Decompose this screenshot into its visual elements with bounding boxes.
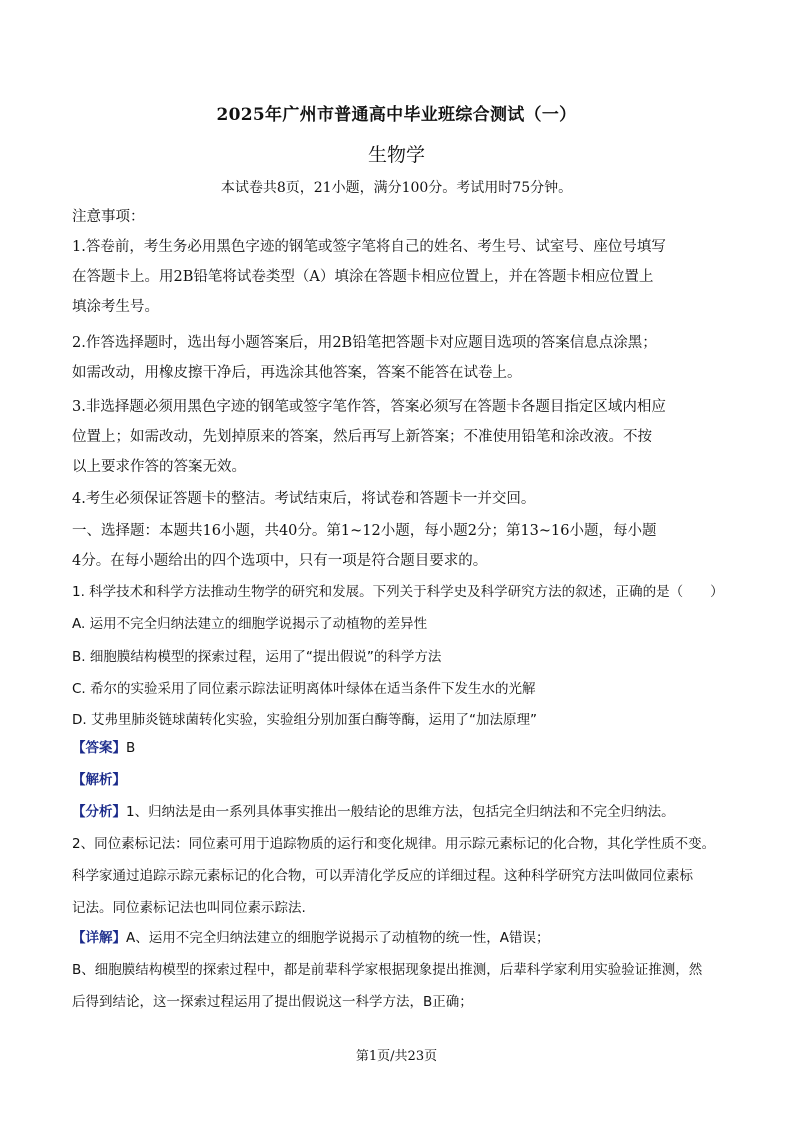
analysis-line — [72, 802, 732, 822]
answer-line — [72, 738, 732, 758]
notice-line: 2.作答选择题时，选出每小题答案后，用2B铅笔把答题卡对应题目选项的答案信息点涂黑； — [72, 335, 657, 351]
page-number: 第1页/共23页 — [355, 1049, 438, 1064]
analysis-sub-tag: 【分析】 — [72, 804, 126, 820]
subject-title: 生物学 — [367, 144, 425, 166]
exam-info: 本试卷共8页，21小题，满分100分。考试用时75分钟。 — [220, 180, 573, 196]
analysis-line: 记法。同位素标记法也叫同位素示踪法. — [72, 900, 306, 916]
analysis-tag: 【解析】 — [72, 772, 126, 788]
notice-line: 位置上；如需改动，先划掉原来的答案，然后再写上新答案；不准使用铅笔和涂改液。不按 — [72, 429, 652, 445]
analysis-text: 1、归纳法是由一系列具体事实推出一般结论的思维方法，包括完全归纳法和不完全归纳法。 — [126, 804, 675, 820]
detail-line: 后得到结论，这一探索过程运用了提出假说这一科学方法，B正确； — [72, 994, 473, 1010]
notice-line: 在答题卡上。用2B铅笔将试卷类型（A）填涂在答题卡相应位置上，并在答题卡相应位置上 — [72, 269, 654, 285]
notice-line: 如需改动，用橡皮擦干净后，再选涂其他答案，答案不能答在试卷上。 — [72, 365, 522, 381]
detail-tag: 【详解】 — [72, 930, 126, 946]
option-c: C. 希尔的实验采用了同位素示踪法证明离体叶绿体在适当条件下发生水的光解 — [72, 681, 536, 697]
analysis-line: 2、同位素标记法：同位素可用于追踪物质的运行和变化规律。用示踪元素标记的化合物，其化学性质不变。 — [72, 836, 716, 852]
section-heading: 一、选择题：本题共16小题，共40分。第1~12小题，每小题2分；第13~16小题，每小题 — [72, 523, 657, 539]
option-a: A. 运用不完全归纳法建立的细胞学说揭示了动植物的差异性 — [72, 616, 428, 632]
notice-line: 填涂考生号。 — [72, 299, 159, 315]
section-heading: 4分。在每小题给出的四个选项中，只有一项是符合题目要求的。 — [72, 553, 488, 569]
notice-line: 1.答卷前，考生务必用黑色字迹的钢笔或签字笔将自己的姓名、考生号、试室号、座位号填写 — [72, 239, 666, 255]
notice-line: 以上要求作答的答案无效。 — [72, 459, 246, 475]
question-stem: 1. 科学技术和科学方法推动生物学的研究和发展。下列关于科学史及科学研究方法的叙述，正确的是（ ） — [72, 584, 724, 600]
notice-heading: 注意事项： — [72, 209, 145, 225]
option-d: D. 艾弗里肺炎链球菌转化实验，实验组分别加蛋白酶等酶，运用了“加法原理” — [72, 712, 537, 728]
answer-value: B — [126, 740, 136, 756]
exam-title: 2025年广州市普通高中毕业班综合测试（一） — [216, 105, 577, 125]
analysis-heading — [72, 770, 732, 790]
detail-line: B、细胞膜结构模型的探索过程中，都是前辈科学家根据现象提出推测，后辈科学家利用实验验证推测，然 — [72, 962, 703, 978]
detail-line — [72, 928, 732, 948]
answer-tag: 【答案】 — [72, 740, 126, 756]
analysis-line: 科学家通过追踪示踪元素标记的化合物，可以弄清化学反应的详细过程。这种科学研究方法叫做同位素标 — [72, 868, 693, 884]
detail-text: A、运用不完全归纳法建立的细胞学说揭示了动植物的统一性，A错误； — [126, 930, 550, 946]
option-b: B. 细胞膜结构模型的探索过程，运用了“提出假说”的科学方法 — [72, 649, 442, 665]
notice-line: 3.非选择题必须用黑色字迹的钢笔或签字笔作答，答案必须写在答题卡各题目指定区域内相应 — [72, 399, 666, 415]
notice-line: 4.考生必须保证答题卡的整洁。考试结束后，将试卷和答题卡一并交回。 — [72, 491, 536, 507]
